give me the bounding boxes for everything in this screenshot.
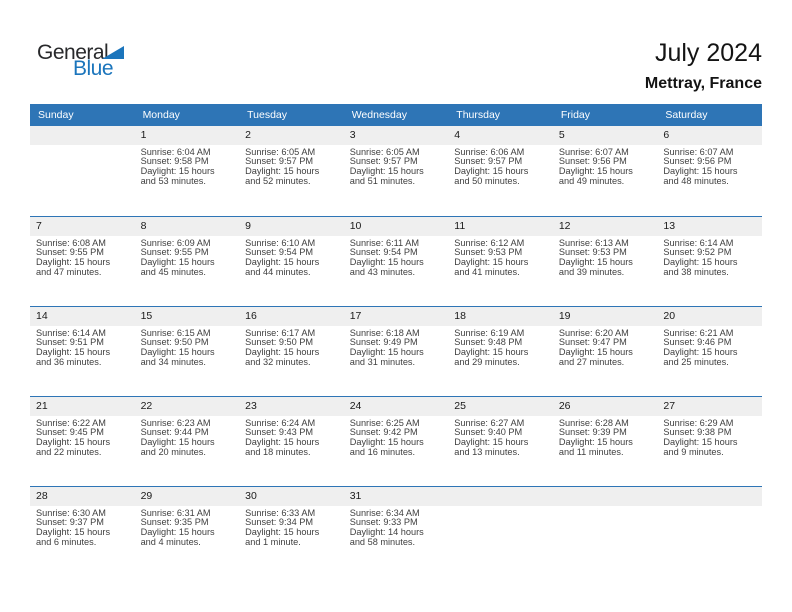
day-cell bbox=[30, 487, 135, 576]
cell-line-daylight: Daylight: 15 hours and 11 minutes. bbox=[558, 437, 633, 457]
cell-line-sunset: Sunset: 9:51 PM bbox=[36, 337, 104, 348]
day-cell bbox=[553, 217, 658, 306]
day-cell bbox=[657, 487, 762, 576]
title-block bbox=[645, 40, 762, 92]
cell-line-sunset: Sunset: 9:54 PM bbox=[245, 247, 314, 258]
cell-line-daylight: Daylight: 15 hours and 22 minutes. bbox=[36, 437, 111, 457]
cell-line-daylight: Daylight: 15 hours and 49 minutes. bbox=[558, 166, 633, 186]
cell-line-sunset: Sunset: 9:39 PM bbox=[558, 427, 627, 438]
day-number bbox=[553, 487, 658, 506]
cell-line-sunset: Sunset: 9:34 PM bbox=[245, 517, 314, 528]
cell-line-sunset: Sunset: 9:56 PM bbox=[558, 156, 627, 167]
cell-line-sunrise: Sunrise: 6:23 AM bbox=[140, 417, 211, 428]
cell-line-sunrise: Sunrise: 6:05 AM bbox=[349, 146, 420, 157]
day-number: 15 bbox=[135, 307, 240, 326]
day-cell bbox=[30, 126, 135, 216]
cell-line-sunset: Sunset: 9:55 PM bbox=[36, 247, 104, 258]
logo-text-general: General bbox=[37, 41, 109, 64]
cell-lines bbox=[448, 326, 553, 368]
cell-lines bbox=[657, 416, 762, 458]
cell-lines bbox=[553, 236, 658, 278]
cell-line-sunset: Sunset: 9:57 PM bbox=[349, 156, 418, 167]
cell-line-daylight: Daylight: 15 hours and 13 minutes. bbox=[454, 437, 529, 457]
cell-lines bbox=[239, 326, 344, 368]
weekday-header-tuesday: Tuesday bbox=[247, 109, 288, 121]
cell-lines bbox=[448, 145, 553, 187]
cell-line-sunrise: Sunrise: 6:06 AM bbox=[454, 146, 525, 157]
day-number: 7 bbox=[30, 217, 135, 236]
cell-line-sunrise: Sunrise: 6:13 AM bbox=[558, 237, 629, 248]
cell-line-daylight: Daylight: 15 hours and 52 minutes. bbox=[245, 166, 320, 186]
day-number: 21 bbox=[30, 397, 135, 416]
cell-line-sunrise: Sunrise: 6:10 AM bbox=[245, 237, 316, 248]
cell-line-sunrise: Sunrise: 6:05 AM bbox=[245, 146, 316, 157]
cell-lines bbox=[448, 236, 553, 278]
day-cell bbox=[448, 307, 553, 396]
cell-lines bbox=[135, 236, 240, 278]
cell-line-daylight: Daylight: 14 hours and 58 minutes. bbox=[349, 527, 424, 547]
cell-lines bbox=[30, 326, 135, 368]
weekday-header-saturday: Saturday bbox=[665, 109, 708, 121]
day-number: 16 bbox=[239, 307, 344, 326]
cell-line-daylight: Daylight: 15 hours and 16 minutes. bbox=[349, 437, 424, 457]
cell-line-sunset: Sunset: 9:45 PM bbox=[36, 427, 104, 438]
day-cell bbox=[553, 307, 658, 396]
cell-line-sunrise: Sunrise: 6:22 AM bbox=[36, 417, 106, 428]
cell-lines bbox=[344, 145, 449, 187]
logo-text-blue: Blue bbox=[73, 57, 114, 80]
day-cell bbox=[30, 217, 135, 306]
cell-lines bbox=[657, 236, 762, 278]
cell-line-daylight: Daylight: 15 hours and 34 minutes. bbox=[140, 347, 215, 367]
cell-line-sunset: Sunset: 9:58 PM bbox=[140, 156, 209, 167]
cell-line-daylight: Daylight: 15 hours and 36 minutes. bbox=[36, 347, 111, 367]
day-number: 30 bbox=[239, 487, 344, 506]
day-number: 10 bbox=[344, 217, 449, 236]
cell-line-sunset: Sunset: 9:56 PM bbox=[663, 156, 732, 167]
cell-line-sunset: Sunset: 9:38 PM bbox=[663, 427, 732, 438]
cell-line-sunrise: Sunrise: 6:14 AM bbox=[663, 237, 734, 248]
cell-line-sunset: Sunset: 9:50 PM bbox=[140, 337, 209, 348]
cell-lines bbox=[344, 506, 449, 548]
cell-line-sunrise: Sunrise: 6:30 AM bbox=[36, 507, 106, 518]
cell-lines bbox=[30, 236, 135, 278]
page-title: July 2024 bbox=[654, 39, 762, 67]
cell-line-daylight: Daylight: 15 hours and 25 minutes. bbox=[663, 347, 738, 367]
cell-line-sunrise: Sunrise: 6:29 AM bbox=[663, 417, 734, 428]
day-number: 26 bbox=[553, 397, 658, 416]
day-cell bbox=[344, 217, 449, 306]
weekday-header-monday: Monday bbox=[142, 109, 180, 121]
cell-line-sunrise: Sunrise: 6:27 AM bbox=[454, 417, 525, 428]
day-number bbox=[448, 487, 553, 506]
cell-line-daylight: Daylight: 15 hours and 4 minutes. bbox=[140, 527, 215, 547]
cell-line-daylight: Daylight: 15 hours and 47 minutes. bbox=[36, 257, 111, 277]
day-cell bbox=[239, 397, 344, 486]
day-cell bbox=[448, 397, 553, 486]
day-number: 18 bbox=[448, 307, 553, 326]
cell-line-sunset: Sunset: 9:35 PM bbox=[140, 517, 209, 528]
cell-lines bbox=[448, 506, 553, 509]
cell-line-sunrise: Sunrise: 6:20 AM bbox=[558, 327, 629, 338]
week-row bbox=[30, 216, 762, 306]
cell-line-daylight: Daylight: 15 hours and 20 minutes. bbox=[140, 437, 215, 457]
cell-line-sunrise: Sunrise: 6:31 AM bbox=[140, 507, 211, 518]
cell-lines bbox=[553, 326, 658, 368]
cell-line-sunset: Sunset: 9:42 PM bbox=[349, 427, 418, 438]
day-number: 29 bbox=[135, 487, 240, 506]
day-cell bbox=[135, 307, 240, 396]
cell-lines bbox=[135, 416, 240, 458]
weekday-header-thursday: Thursday bbox=[456, 109, 501, 121]
day-number: 5 bbox=[553, 126, 658, 145]
day-cell bbox=[657, 307, 762, 396]
cell-line-sunrise: Sunrise: 6:33 AM bbox=[245, 507, 316, 518]
week-row bbox=[30, 486, 762, 576]
weekday-header-sunday: Sunday bbox=[38, 109, 74, 121]
calendar-weeks bbox=[30, 126, 762, 576]
cell-line-sunset: Sunset: 9:53 PM bbox=[454, 247, 523, 258]
cell-line-sunset: Sunset: 9:33 PM bbox=[349, 517, 418, 528]
day-number: 3 bbox=[344, 126, 449, 145]
cell-line-sunrise: Sunrise: 6:04 AM bbox=[140, 146, 211, 157]
cell-line-sunset: Sunset: 9:55 PM bbox=[140, 247, 209, 258]
cell-lines bbox=[135, 326, 240, 368]
day-number: 31 bbox=[344, 487, 449, 506]
day-number: 24 bbox=[344, 397, 449, 416]
cell-lines bbox=[239, 506, 344, 548]
day-number: 6 bbox=[657, 126, 762, 145]
cell-lines bbox=[657, 326, 762, 368]
week-row bbox=[30, 126, 762, 216]
cell-lines bbox=[30, 145, 135, 148]
cell-line-sunrise: Sunrise: 6:24 AM bbox=[245, 417, 316, 428]
cell-line-sunset: Sunset: 9:48 PM bbox=[454, 337, 523, 348]
cell-lines bbox=[657, 145, 762, 187]
cell-line-daylight: Daylight: 15 hours and 32 minutes. bbox=[245, 347, 320, 367]
cell-line-daylight: Daylight: 15 hours and 44 minutes. bbox=[245, 257, 320, 277]
cell-lines bbox=[344, 326, 449, 368]
day-cell bbox=[553, 126, 658, 216]
week-row bbox=[30, 306, 762, 396]
cell-line-sunset: Sunset: 9:40 PM bbox=[454, 427, 523, 438]
day-number: 25 bbox=[448, 397, 553, 416]
cell-lines bbox=[344, 416, 449, 458]
day-cell bbox=[135, 217, 240, 306]
day-cell bbox=[239, 126, 344, 216]
cell-line-daylight: Daylight: 15 hours and 6 minutes. bbox=[36, 527, 111, 547]
day-cell bbox=[135, 487, 240, 576]
cell-line-sunset: Sunset: 9:53 PM bbox=[558, 247, 627, 258]
cell-lines bbox=[135, 506, 240, 548]
day-number: 23 bbox=[239, 397, 344, 416]
cell-line-daylight: Daylight: 15 hours and 38 minutes. bbox=[663, 257, 738, 277]
cell-line-daylight: Daylight: 15 hours and 27 minutes. bbox=[558, 347, 633, 367]
cell-line-daylight: Daylight: 15 hours and 41 minutes. bbox=[454, 257, 529, 277]
cell-line-sunrise: Sunrise: 6:17 AM bbox=[245, 327, 316, 338]
weekday-header-friday: Friday bbox=[560, 109, 591, 121]
day-cell bbox=[135, 126, 240, 216]
cell-lines bbox=[239, 236, 344, 278]
cell-line-sunrise: Sunrise: 6:11 AM bbox=[349, 237, 419, 248]
cell-line-daylight: Daylight: 15 hours and 18 minutes. bbox=[245, 437, 320, 457]
cell-lines bbox=[30, 416, 135, 458]
cell-line-daylight: Daylight: 15 hours and 45 minutes. bbox=[140, 257, 215, 277]
day-number: 14 bbox=[30, 307, 135, 326]
cell-line-sunrise: Sunrise: 6:12 AM bbox=[454, 237, 525, 248]
day-cell bbox=[553, 397, 658, 486]
cell-line-daylight: Daylight: 15 hours and 48 minutes. bbox=[663, 166, 738, 186]
cell-line-sunrise: Sunrise: 6:09 AM bbox=[140, 237, 211, 248]
cell-line-daylight: Daylight: 15 hours and 39 minutes. bbox=[558, 257, 633, 277]
page-location: Mettray, France bbox=[644, 75, 762, 92]
day-number: 1 bbox=[135, 126, 240, 145]
day-number: 28 bbox=[30, 487, 135, 506]
cell-line-daylight: Daylight: 15 hours and 43 minutes. bbox=[349, 257, 424, 277]
day-number bbox=[657, 487, 762, 506]
cell-line-sunset: Sunset: 9:43 PM bbox=[245, 427, 314, 438]
cell-line-daylight: Daylight: 15 hours and 1 minute. bbox=[245, 527, 320, 547]
cell-line-sunset: Sunset: 9:57 PM bbox=[245, 156, 314, 167]
day-cell bbox=[657, 397, 762, 486]
cell-lines bbox=[344, 236, 449, 278]
cell-line-sunrise: Sunrise: 6:28 AM bbox=[558, 417, 629, 428]
cell-lines bbox=[657, 506, 762, 509]
day-cell bbox=[30, 397, 135, 486]
weekday-header-wednesday: Wednesday bbox=[351, 109, 407, 121]
cell-line-sunset: Sunset: 9:49 PM bbox=[349, 337, 418, 348]
cell-lines bbox=[553, 145, 658, 187]
day-cell bbox=[135, 397, 240, 486]
cell-line-sunrise: Sunrise: 6:08 AM bbox=[36, 237, 106, 248]
cell-line-sunset: Sunset: 9:54 PM bbox=[349, 247, 418, 258]
calendar-table bbox=[30, 104, 762, 576]
cell-lines bbox=[239, 145, 344, 187]
day-cell bbox=[344, 487, 449, 576]
cell-line-sunrise: Sunrise: 6:15 AM bbox=[140, 327, 211, 338]
day-cell bbox=[239, 217, 344, 306]
day-number: 9 bbox=[239, 217, 344, 236]
cell-line-daylight: Daylight: 15 hours and 50 minutes. bbox=[454, 166, 529, 186]
day-cell bbox=[448, 487, 553, 576]
day-cell bbox=[448, 126, 553, 216]
general-blue-logo bbox=[37, 40, 157, 86]
cell-line-sunrise: Sunrise: 6:21 AM bbox=[663, 327, 734, 338]
cell-line-sunset: Sunset: 9:46 PM bbox=[663, 337, 732, 348]
cell-lines bbox=[553, 416, 658, 458]
day-number: 2 bbox=[239, 126, 344, 145]
cell-line-sunrise: Sunrise: 6:07 AM bbox=[558, 146, 629, 157]
weekday-header-row bbox=[30, 104, 762, 126]
cell-lines bbox=[30, 506, 135, 548]
day-number: 11 bbox=[448, 217, 553, 236]
day-cell bbox=[657, 217, 762, 306]
cell-line-sunrise: Sunrise: 6:14 AM bbox=[36, 327, 106, 338]
cell-line-sunset: Sunset: 9:47 PM bbox=[558, 337, 627, 348]
cell-lines bbox=[553, 506, 658, 509]
day-cell bbox=[553, 487, 658, 576]
cell-line-sunset: Sunset: 9:57 PM bbox=[454, 156, 523, 167]
day-number: 13 bbox=[657, 217, 762, 236]
cell-line-sunrise: Sunrise: 6:18 AM bbox=[349, 327, 420, 338]
cell-line-daylight: Daylight: 15 hours and 9 minutes. bbox=[663, 437, 738, 457]
cell-line-sunrise: Sunrise: 6:19 AM bbox=[454, 327, 525, 338]
cell-line-sunrise: Sunrise: 6:34 AM bbox=[349, 507, 420, 518]
day-number: 17 bbox=[344, 307, 449, 326]
day-cell bbox=[239, 307, 344, 396]
day-number: 4 bbox=[448, 126, 553, 145]
day-cell bbox=[657, 126, 762, 216]
cell-line-sunset: Sunset: 9:50 PM bbox=[245, 337, 314, 348]
cell-line-sunset: Sunset: 9:37 PM bbox=[36, 517, 104, 528]
cell-line-sunrise: Sunrise: 6:07 AM bbox=[663, 146, 734, 157]
day-number: 8 bbox=[135, 217, 240, 236]
day-number bbox=[30, 126, 135, 145]
cell-line-sunset: Sunset: 9:44 PM bbox=[140, 427, 209, 438]
day-cell bbox=[344, 397, 449, 486]
cell-lines bbox=[135, 145, 240, 187]
day-cell bbox=[344, 126, 449, 216]
day-number: 22 bbox=[135, 397, 240, 416]
cell-line-daylight: Daylight: 15 hours and 51 minutes. bbox=[349, 166, 424, 186]
cell-line-daylight: Daylight: 15 hours and 29 minutes. bbox=[454, 347, 529, 367]
day-cell bbox=[448, 217, 553, 306]
day-cell bbox=[239, 487, 344, 576]
day-number: 19 bbox=[553, 307, 658, 326]
cell-lines bbox=[448, 416, 553, 458]
day-cell bbox=[30, 307, 135, 396]
day-number: 27 bbox=[657, 397, 762, 416]
cell-line-sunrise: Sunrise: 6:25 AM bbox=[349, 417, 420, 428]
cell-line-daylight: Daylight: 15 hours and 31 minutes. bbox=[349, 347, 424, 367]
day-number: 12 bbox=[553, 217, 658, 236]
cell-line-daylight: Daylight: 15 hours and 53 minutes. bbox=[140, 166, 215, 186]
day-cell bbox=[344, 307, 449, 396]
day-number: 20 bbox=[657, 307, 762, 326]
cell-line-sunset: Sunset: 9:52 PM bbox=[663, 247, 732, 258]
week-row bbox=[30, 396, 762, 486]
cell-lines bbox=[239, 416, 344, 458]
